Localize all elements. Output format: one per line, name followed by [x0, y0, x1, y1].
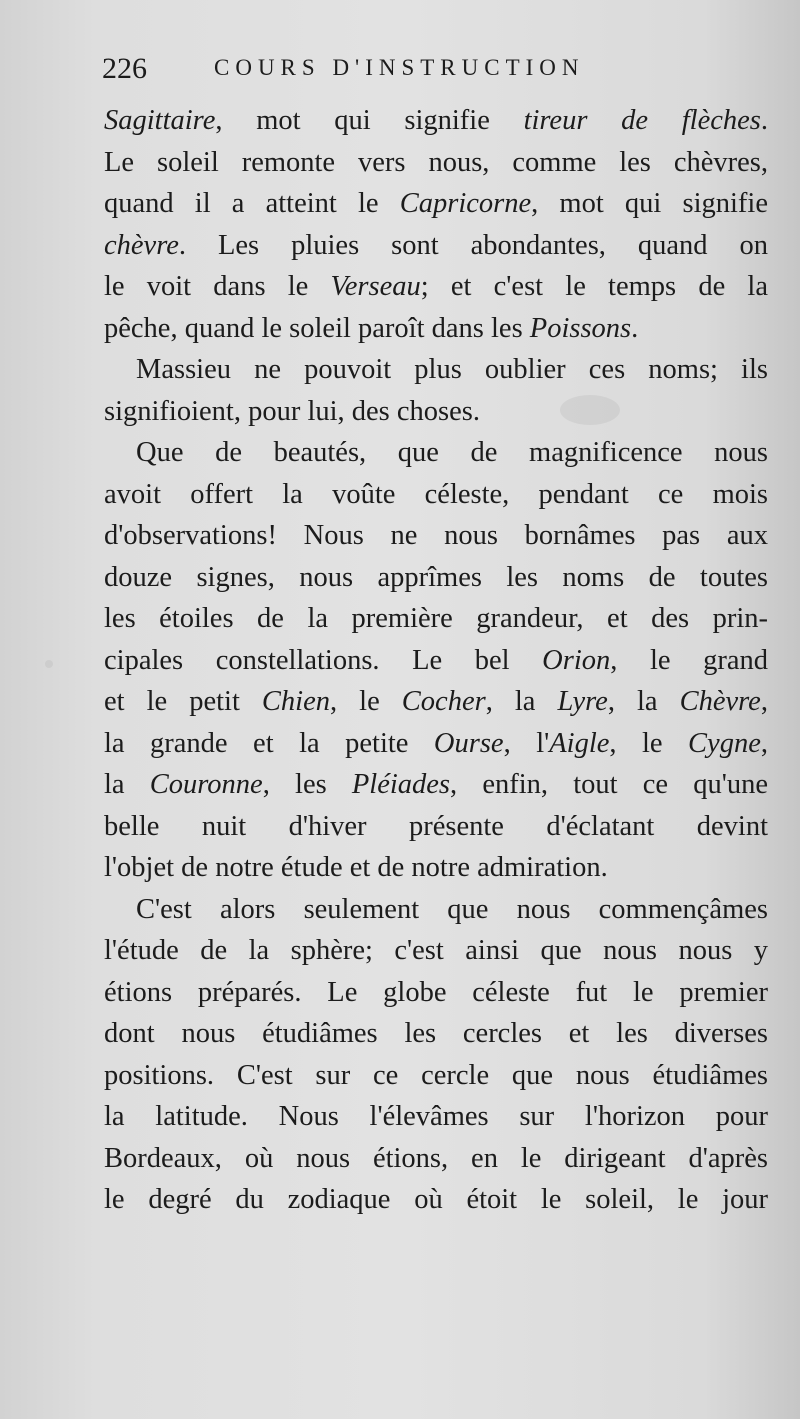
text-line: Bordeaux, où nous étions, en le dirigeant d'après: [104, 1142, 768, 1174]
text-line: le voit dans le Verseau; et c'est le temps de la: [104, 271, 768, 302]
text-line: dont nous étudiâmes les cercles et les diverses: [104, 1018, 768, 1049]
text-line: avoit offert la voûte céleste, pendant ce mois: [104, 478, 768, 510]
text-line: positions. C'est sur ce cercle que nous étudiâmes: [104, 1059, 768, 1091]
text-line: cipales constellations. Le bel Orion, le grand: [104, 644, 768, 676]
text-line: pêche, quand le soleil paroît dans les Poissons.: [104, 312, 639, 344]
running-title: COURS D'INSTRUCTION: [214, 55, 585, 80]
text-line: d'observations! Nous ne nous bornâmes pas aux: [104, 520, 768, 551]
text-line: l'étude de la sphère; c'est ainsi que nous nous y: [104, 935, 768, 966]
text-line: Sagittaire, mot qui signifie tireur de flèches.: [104, 105, 768, 136]
text-line: la Couronne, les Pléiades, enfin, tout ce qu'une: [104, 769, 768, 800]
paragraph-start-line: Que de beautés, que de magnificence nous: [136, 437, 768, 468]
text-line: douze signes, nous apprîmes les noms de toutes: [104, 561, 768, 593]
text-line: les étoiles de la première grandeur, et des prin-: [104, 603, 768, 634]
text-line: le degré du zodiaque où étoit le soleil, le jour: [104, 1184, 768, 1215]
paragraph-start-line: C'est alors seulement que nous commençâmes: [136, 893, 768, 925]
body-text: [104, 100, 768, 1221]
text-line: signifioient, pour lui, des choses.: [104, 395, 480, 427]
running-head: [102, 52, 702, 92]
paragraph-start-line: Massieu ne pouvoit plus oublier ces noms; ils: [136, 354, 768, 385]
text-line: étions préparés. Le globe céleste fut le premier: [104, 976, 768, 1008]
text-line: quand il a atteint le Capricorne, mot qui signifie: [104, 188, 768, 219]
text-line: Le soleil remonte vers nous, comme les chèvres,: [104, 146, 768, 178]
text-line: et le petit Chien, le Cocher, la Lyre, la Chèvre,: [104, 686, 768, 717]
paper-speck: [45, 660, 53, 668]
text-line: chèvre. Les pluies sont abondantes, quand on: [104, 229, 768, 261]
text-line: belle nuit d'hiver présente d'éclatant devint: [104, 810, 768, 842]
text-line: la grande et la petite Ourse, l'Aigle, le Cygne,: [104, 727, 768, 759]
text-line: la latitude. Nous l'élevâmes sur l'horizon pour: [104, 1101, 768, 1132]
text-line: l'objet de notre étude et de notre admiration.: [104, 852, 608, 883]
page-number: 226: [102, 52, 147, 85]
